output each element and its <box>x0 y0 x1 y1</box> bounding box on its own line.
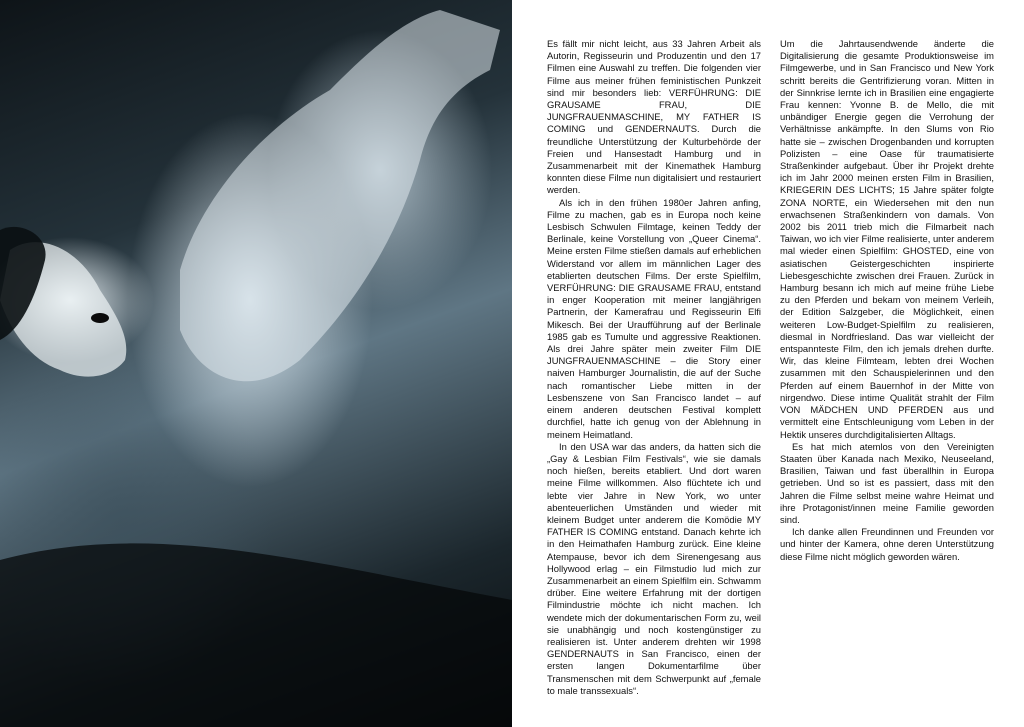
shadow-area <box>0 543 512 727</box>
paragraph: Es hat mich atemlos von den Vereinigten Staaten über Kanada nach Mexiko, Neuseeland, Brasilien, Taiwan und fast überallhin in Europa getrieben. Und so ist es passiert, dass mit den Jahren die Filme selbst meine wahre Heimat und ihre Protagonist/innen meine Familie geworden sind. <box>780 440 994 525</box>
text-column-right <box>780 38 994 563</box>
upper-figure-shape <box>180 10 500 381</box>
text-column-left <box>547 38 761 697</box>
paragraph: Es fällt mir nicht leicht, aus 33 Jahren Arbeit als Autorin, Regisseurin und Produzentin und den 17 Filmen eine Auswahl zu treffen. Die folgenden vier Filme aus meiner frühen feministischen Punkzeit sind mir besonders lieb: VERFÜHRUNG: DIE GRAUSAME FRAU, DIE JUNGFRAUENMASCHINE, MY FATHER IS COMING und GENDERNAUTS. Durch die freundliche Unterstützung der Kulturbehörde der Freien und Hansestadt Hamburg und in Zusammenarbeit mit der Kinemathek Hamburg konnten diese Filme nun digitalisiert und restauriert werden. <box>547 38 761 196</box>
paragraph: In den USA war das anders, da hatten sich die „Gay & Lesbian Film Festivals“, wie sie damals noch hießen, bereits etabliert. Und dort waren meine Filme willkommen. Also flüchtete ich und lebte vier Jahre in New York, wo unter abenteuerlichen Umständen und wieder mit kleinem Budget unter anderem die Komödie MY FATHER IS COMING entstand. Danach kehrte ich in den Heimathafen Hamburg zurück. Eine kleine Atempause, bevor ich dem Sirenengesang aus Hollywood erlag – ein Filmstudio lud mich zur Zusammenarbeit an einem Spielfilm ein. Schwamm drüber. Eine weitere Erfahrung mit der dortigen Filmindustrie möchte ich nicht machen. Ich wendete mich der dokumentarischen Form zu, weil sie unabhängig und noch kostengünstiger zu realisieren ist. Unter anderem drehten wir 1998 GENDERNAUTS in San Francisco, einen der ersten langen Dokumentarfilme über Transmenschen mit dem Schwerpunkt auf „female to male transsexuals“. <box>547 440 761 696</box>
paragraph: Als ich in den frühen 1980er Jahren anfing, Filme zu machen, gab es in Europa noch keine Lesbisch Schwulen Filmtage, keinen Teddy der Berlinale, keine Vorstellung von „Queer Cinema“. Meine ersten Filme stießen damals auf erheblichen Widerstand vor allem im männlichen Lager des etablierten deutschen Films. Der erste Spielfilm, VERFÜHRUNG: DIE GRAUSAME FRAU, entstand in enger Kooperation mit meiner langjährigen Partnerin, der Kamerafrau und Regisseurin Elfi Mikesch. Bei der Uraufführung auf der Berlinale 1985 gab es Tumulte und aggressive Reaktionen. Als drei Jahre später mein zweiter Film DIE JUNGFRAUENMASCHINE – die Story einer naiven Hamburger Journalistin, die auf der Suche nach romantischer Liebe mitten in der Lesbenszene von San Francisco landet – auf einem anderen deutschen Festival komplett durchfiel, hatte ich genug von der Ablehnung in meinem Heimatland. <box>547 196 761 440</box>
text-page <box>512 0 1024 727</box>
paragraph: Um die Jahrtausendwende änderte die Digitalisierung die gesamte Produktionsweise im Filmgewerbe, und in San Francisco und New York schritt bereits die Gentrifizierung voran. Mitten in der Sinnkrise lernte ich in Brasilien eine engagierte Frau kennen: Yvonne B. de Mello, die mit unbändiger Energie gegen die Verrohung der Verhältnisse ankämpfte. In den Slums von Rio hatte sie – zwischen Drogenbanden und korrupten Polizisten – eine Oase für traumatisierte Straßenkinder aufgebaut. Über ihr Projekt drehte ich im Jahr 2000 meinen ersten Film in Brasilien, KRIEGERIN DES LICHTS; 15 Jahre später folgte ZONA NORTE, ein Wiedersehen mit den nun erwachsenen Straßenkindern von damals. Von 2002 bis 2011 trieb mich die Filmarbeit nach Taiwan, wo ich vier Filme realisierte, unter anderem mal wieder einen Spielfilm: GHOSTED, eine von asiatischen Geistergeschichten inspirierte Liebesgeschichte zwischen drei Frauen. Zurück in Hamburg besann ich mich auf meine frühe Liebe zu den Pferden und bekam von meinem Verleih, der Edition Salzgeber, die Möglichkeit, einen weiteren Low-Budget-Spielfilm zu realisieren, diesmal in Nordfriesland. Das war vielleicht der entspannteste Film, den ich jemals drehen durfte. Wir, das kleine Filmteam, lebten drei Wochen zusammen mit den Schauspielerinnen und den Pferden auf einem Bauernhof in der Mitte von nirgendwo. Diese intime Qualität strahlt der Film VON MÄDCHEN UND PFERDEN aus und vermittelt eine Entschleunigung vom Leben in der Hektik unseres durchdigitalisierten Alltags. <box>780 38 994 440</box>
lips-shape <box>91 313 109 323</box>
paragraph: Ich danke allen Freundinnen und Freunden vor und hinter der Kamera, ohne deren Unterstützung diese Filme nicht möglich geworden wären. <box>780 526 994 562</box>
